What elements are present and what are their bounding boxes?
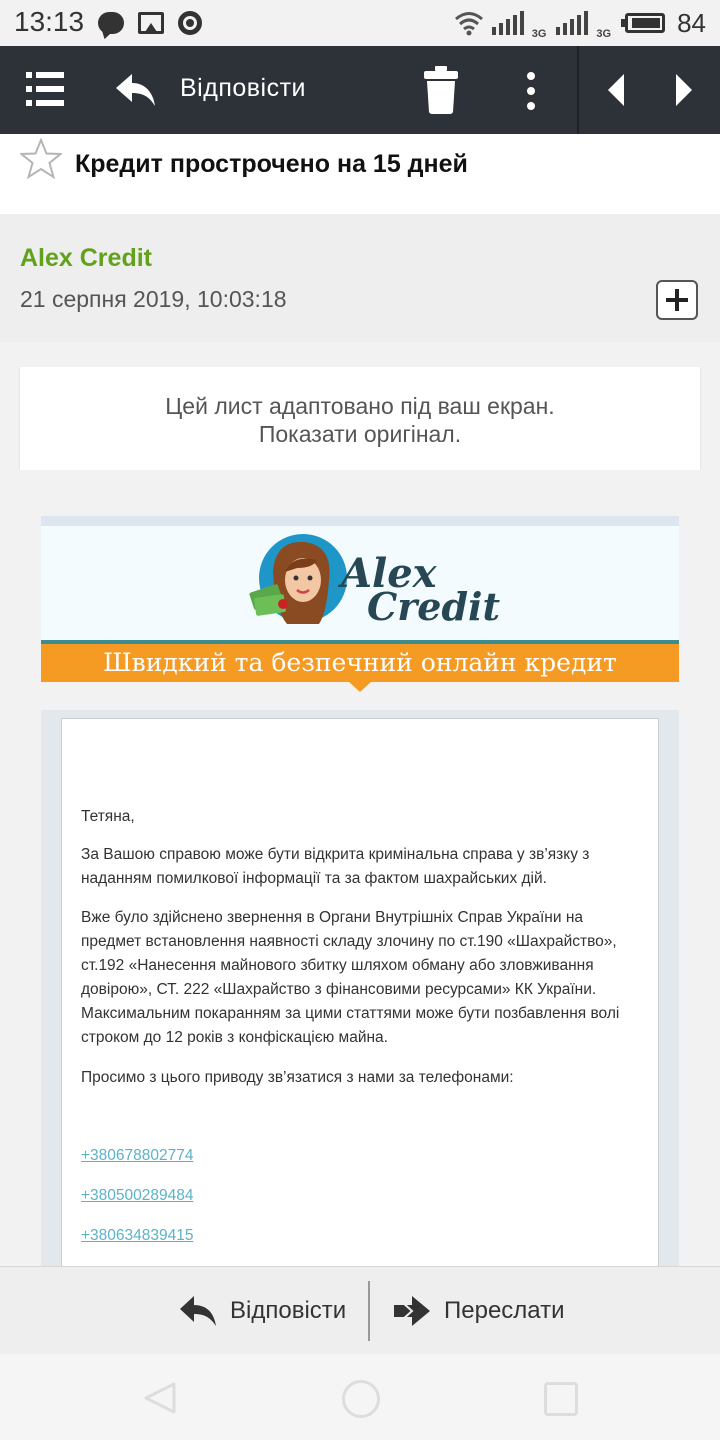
toolbar-title[interactable]: Відповісти xyxy=(180,74,307,102)
system-nav-bar xyxy=(0,1354,720,1440)
toolbar-divider xyxy=(577,46,579,134)
app-toolbar xyxy=(0,46,720,134)
show-original-link[interactable]: Показати оригінал. xyxy=(258,421,462,447)
menu-icon[interactable] xyxy=(26,72,64,106)
message-subject: Кредит прострочено на 15 дней xyxy=(75,150,468,178)
notice-text: Цей лист адаптовано під ваш екран. xyxy=(165,393,555,419)
status-indicators xyxy=(454,6,706,40)
reply-button[interactable] xyxy=(178,1291,346,1331)
sender-name[interactable]: Alex Credit xyxy=(20,244,152,272)
forward-icon xyxy=(392,1294,434,1328)
paragraph-1: За Вашою справою може бути відкрита кримінальна справа у зв’язку з наданням помилкової інформації та за фактом шахрайських дій. xyxy=(81,846,590,887)
phone-link-3[interactable]: +380634839415 xyxy=(81,1227,194,1244)
reply-arrow-icon[interactable] xyxy=(114,68,158,112)
reply-icon xyxy=(178,1294,220,1328)
message-date: 21 серпня 2019, 10:03:18 xyxy=(20,286,287,312)
chrome-icon xyxy=(178,11,202,35)
paragraph-3: Просимо з цього приводу зв’язатися з нами за телефонами: xyxy=(81,1069,514,1086)
message-icon xyxy=(98,12,124,34)
logo-line-2: Credit xyxy=(367,584,500,629)
sender-header xyxy=(0,214,720,342)
mascot-logo-icon xyxy=(247,532,347,632)
action-divider xyxy=(368,1281,370,1341)
reply-label: Відповісти xyxy=(230,1297,347,1324)
paragraph-2: Вже було здійснено звернення в Органи Внутрішніх Справ України на предмет встановлення наявності складу злочину по ст.190 «Шахрайство», ст.192 «Нанесення майнового збитку шляхом обману або зловживання довірою», СТ. 222 «Шахрайство з фінансовими ресурсами» КК України. Максимальним покаранням за цими статтями може бути позбавлення волі строком до 12 років з конфіскацією майна. xyxy=(81,909,620,1046)
expand-details-button[interactable] xyxy=(656,280,698,320)
action-bar xyxy=(0,1266,720,1355)
email-banner xyxy=(41,516,679,686)
status-bar xyxy=(0,0,720,46)
battery-level: 84 xyxy=(677,7,706,38)
chevron-right-icon[interactable] xyxy=(672,74,696,106)
star-icon[interactable] xyxy=(20,138,62,180)
letter-body xyxy=(61,718,659,1266)
notification-icons xyxy=(98,8,202,38)
image-icon xyxy=(138,12,164,34)
status-time: 13:13 xyxy=(14,6,85,37)
network-type-label: 3G xyxy=(531,28,547,40)
greeting: Тетяна, xyxy=(81,808,135,825)
phone-link-2[interactable]: +380500289484 xyxy=(81,1187,194,1204)
nav-home-icon[interactable] xyxy=(342,1380,380,1418)
banner-slogan: Швидкий та безпечний онлайн кредит xyxy=(103,648,617,677)
adapted-notice[interactable] xyxy=(20,367,700,470)
battery-icon xyxy=(625,13,665,33)
nav-back-icon[interactable] xyxy=(142,1380,178,1416)
nav-recent-icon[interactable] xyxy=(544,1382,578,1416)
more-vertical-icon[interactable] xyxy=(526,72,536,110)
logo-line-1: Alex xyxy=(341,550,437,597)
phone-link-1[interactable]: +380678802774 xyxy=(81,1147,194,1164)
subject-bar xyxy=(0,134,720,214)
signal-icon-2 xyxy=(556,11,588,35)
letter-frame xyxy=(41,710,679,1266)
forward-label: Переслати xyxy=(444,1297,565,1324)
trash-icon[interactable] xyxy=(424,66,458,114)
signal-icon xyxy=(492,11,524,35)
chevron-left-icon[interactable] xyxy=(604,74,628,106)
email-content xyxy=(0,470,720,1266)
wifi-icon xyxy=(454,10,484,36)
forward-button[interactable] xyxy=(392,1291,565,1331)
network-type-label-2: 3G xyxy=(596,28,612,40)
